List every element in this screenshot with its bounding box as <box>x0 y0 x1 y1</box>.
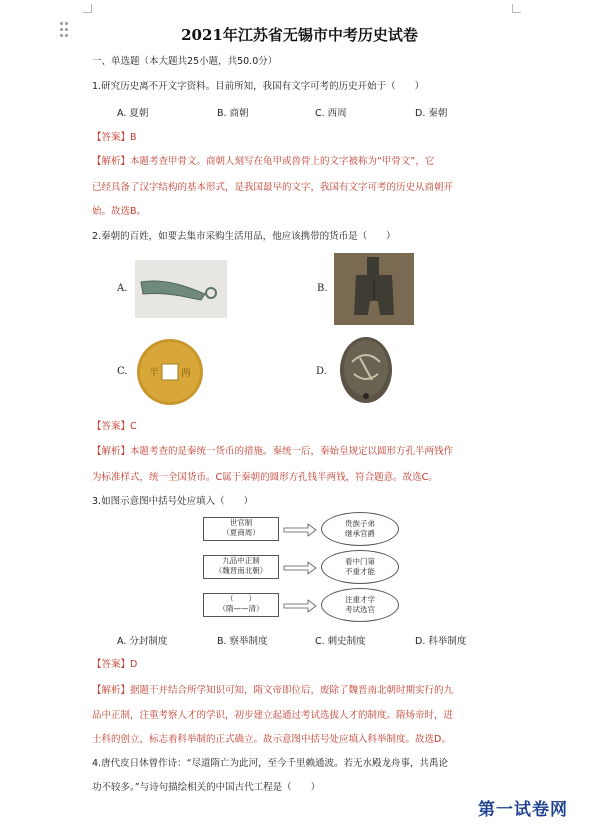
spade-coin-image <box>334 253 414 325</box>
option-b: B. 察举制度 <box>217 636 268 647</box>
diagram-left-box: 九品中正制 （魏晋南北朝） <box>203 555 279 579</box>
diagram-right-oval: 贵族子弟 继承官爵 <box>321 512 399 546</box>
option-a: A. 夏朝 <box>117 108 149 119</box>
question-3-analysis-line: 士科的创立，标志着科举制的正式确立。故示意图中括号处应填入科举制度。故选D。 <box>92 734 451 745</box>
option-a: A. 分封制度 <box>117 636 168 647</box>
question-1-stem: 1.研究历史离不开文字资料。目前所知，我国有文字可考的历史开始于（ ） <box>92 81 425 92</box>
diagram-left-box: 世官制 （夏商周） <box>203 517 279 541</box>
question-1-analysis-line: 已经具备了汉字结构的基本形式，是我国最早的文字，我国有文字可考的历史从商朝开 <box>92 182 454 193</box>
arrow-right-icon <box>282 520 320 616</box>
round-coin-image <box>133 336 207 408</box>
question-4-stem-line: 功不较多。”与诗句描绘相关的中国古代工程是（ ） <box>92 782 321 793</box>
question-2-analysis-line: 为标准样式，统一全国货币。C属于秦朝的圆形方孔钱半两钱，符合题意。故选C。 <box>92 472 438 483</box>
diagram-right-oval: 注重才学 考试选官 <box>321 588 399 622</box>
ant-nose-coin-image <box>334 334 398 406</box>
question-1-analysis-line: 始。故选B。 <box>92 206 147 217</box>
knife-coin-image <box>135 260 227 318</box>
question-1-answer: 【答案】B <box>92 132 137 143</box>
question-1-analysis-line: 【解析】本题考查甲骨文。商朝人刻写在龟甲或兽骨上的文字被称为“甲骨文”，它 <box>92 156 435 167</box>
option-d: D. 秦朝 <box>415 108 448 119</box>
option-c-label: C. <box>117 366 128 377</box>
question-2-analysis-line: 【解析】本题考查的是秦统一货币的措施。秦统一后，秦始皇规定以圆形方孔半两钱作 <box>92 446 454 457</box>
question-3-answer: 【答案】D <box>92 659 138 670</box>
watermark-logo: 第一试卷网 <box>478 800 568 820</box>
question-3-analysis-line: 品中正制，注重考察人才的学识，初步建立起通过考试选拔人才的制度。隋炀帝时，进 <box>92 710 454 721</box>
page-corner-mark <box>512 4 521 13</box>
option-d: D. 科举制度 <box>415 636 467 647</box>
diagram-left-box: （ ） （隋——清） <box>203 593 279 617</box>
option-b-label: B. <box>317 283 328 294</box>
diagram-right-oval: 看中门第 不重才能 <box>321 550 399 584</box>
page-title: 2021年江苏省无锡市中考历史试卷 <box>181 26 418 44</box>
question-3-stem: 3.如图示意图中括号处应填入（ ） <box>92 496 254 507</box>
option-d-label: D. <box>316 366 327 377</box>
option-b: B. 商朝 <box>217 108 249 119</box>
question-4-stem-line: 4.唐代皮日休曾作诗：“尽道隋亡为此河，至今千里赖通波。若无水殿龙舟事，共禹论 <box>92 758 448 769</box>
section-heading: 一、单选题（本大题共25小题，共50.0分） <box>92 56 278 67</box>
option-c: C. 西周 <box>315 108 347 119</box>
svg-text:两: 两 <box>181 368 191 379</box>
option-a-label: A. <box>117 283 128 294</box>
question-3-analysis-line: 【解析】据题干并结合所学知识可知，隋文帝即位后，废除了魏晋南北朝时期实行的九 <box>92 685 454 696</box>
svg-text:半: 半 <box>149 368 159 379</box>
page-corner-mark <box>83 4 92 13</box>
question-2-stem: 2.秦朝的百姓，如要去集市采购生活用品，他应该携带的货币是（ ） <box>92 231 396 242</box>
question-2-answer: 【答案】C <box>92 421 137 432</box>
option-c: C. 刺史制度 <box>315 636 366 647</box>
